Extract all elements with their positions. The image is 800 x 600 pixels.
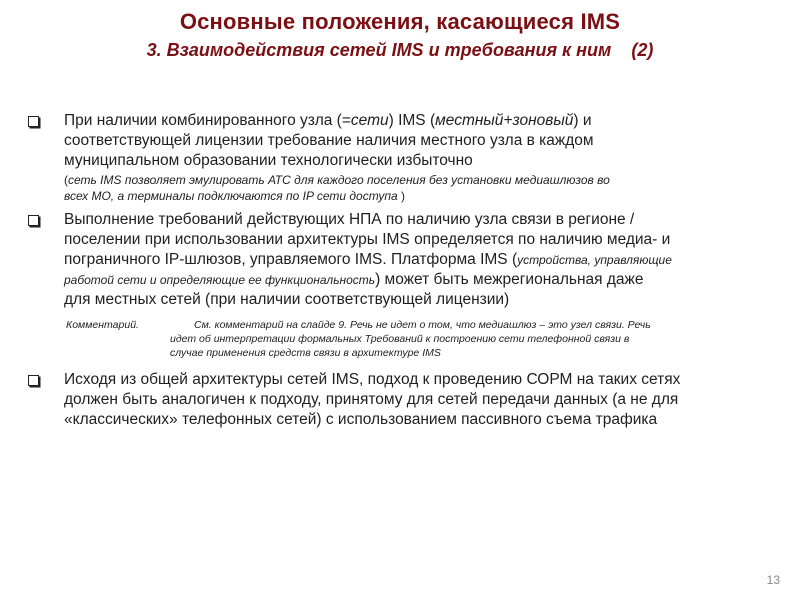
bullet-item-3 [28, 370, 778, 430]
text-span: местный+зоновый [435, 112, 574, 129]
comment-body [170, 318, 770, 360]
comment-line-3: случае применения средств связи в архитектуре IMS [170, 347, 441, 359]
bullet-3-text [64, 370, 778, 430]
slide-title: Основные положения, касающиеся IMS [179, 9, 621, 34]
text-span: устройства, управляющие [517, 253, 672, 267]
text-span: всех МО, а терминалы подключаются по IP сети доступа [64, 189, 398, 203]
bullet-2-line-1: Выполнение требований действующих НПА по наличию узла связи в регионе / [64, 211, 635, 228]
text-span: пограничного IP-шлюзов, управляемого IMS. Платформа IMS ( [64, 251, 518, 268]
text-span: ) IMS ( [388, 112, 436, 129]
text-span: работой сети и определяющие ее функциональность [64, 273, 376, 287]
slide-subtitle: 3. Взаимодействия сетей IMS и требования к ним (2) [146, 40, 654, 60]
page-number: 13 [766, 573, 780, 587]
bullet-2-line-2: поселении при использовании архитектуры IMS определяется по наличию медиа- и [64, 231, 671, 248]
comment-label: Комментарий. [66, 319, 139, 331]
bullet-3-line-2: должен быть аналогичен к подходу, принятому для сетей передачи данных (а не для [64, 391, 679, 408]
comment-line-2: идет об интерпретации формальных Требований к построению сети телефонной связи в [170, 333, 630, 345]
text-span: ( [64, 173, 68, 187]
bullet-item-2 [28, 210, 778, 310]
bullet-2-line-5: для местных сетей (при наличии соответствующей лицензии) [64, 291, 510, 308]
bullet-3-line-1: Исходя из общей архитектуры сетей IMS, подход к проведению СОРМ на таких сетях [64, 371, 681, 388]
bullet-1-line-3: муниципальном образовании технологически избыточно [64, 152, 473, 169]
text-span: ) может быть межрегиональная даже [375, 271, 644, 288]
bullet-1-note [64, 172, 778, 204]
square-bullet-icon [28, 375, 39, 386]
bullet-1-line-2: соответствующей лицензии требование наличия местного узла в каждом [64, 132, 594, 149]
bullet-2-line-4 [64, 270, 778, 290]
bullet-2-text [64, 210, 778, 310]
text-span: При наличии комбинированного узла (= [64, 112, 351, 129]
bullet-item-1 [28, 111, 778, 204]
text-span: ) и [573, 112, 592, 129]
text-span: сети [350, 112, 389, 129]
bullet-1-line-1 [64, 111, 778, 131]
square-bullet-icon [28, 215, 39, 226]
bullet-3-line-3: «классических» телефонных сетей) с использованием пассивного съема трафика [64, 411, 658, 428]
comment-line-1: См. комментарий на слайде 9. Речь не идет о том, что медиашлюз – это узел связи. Речь [194, 319, 651, 331]
square-bullet-icon [28, 116, 39, 127]
bullet-2-line-3 [64, 250, 778, 270]
text-span: сеть IMS позволяет эмулировать АТС для каждого поселения без установки медиашлюзов во [68, 173, 610, 187]
text-span: ) [397, 189, 406, 203]
bullet-1-text [64, 111, 778, 171]
